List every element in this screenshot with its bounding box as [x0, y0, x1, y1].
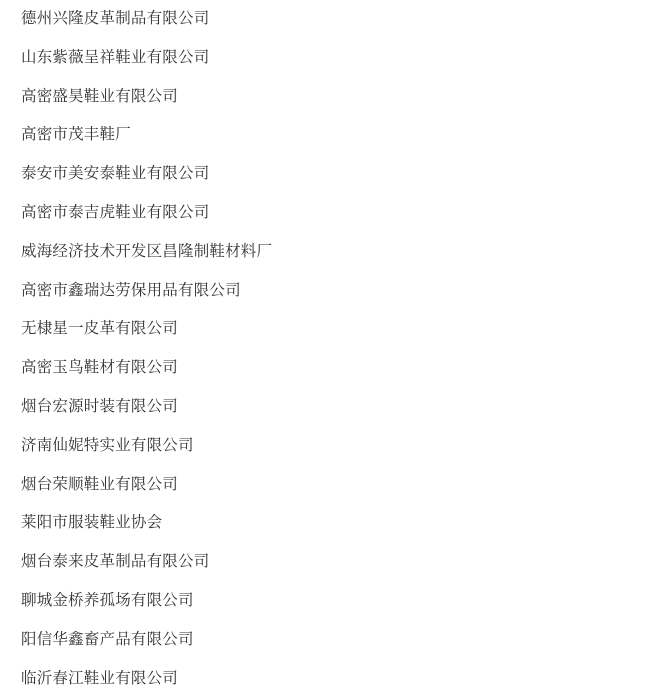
- list-item[interactable]: 高密盛昊鞋业有限公司: [21, 87, 179, 105]
- list-item[interactable]: 无棣星一皮革有限公司: [21, 320, 179, 338]
- list-item[interactable]: 高密市鑫瑞达劳保用品有限公司: [21, 281, 241, 299]
- list-item[interactable]: 阳信华鑫畜产品有限公司: [21, 630, 194, 648]
- list-item[interactable]: 烟台荣顺鞋业有限公司: [21, 475, 179, 493]
- list-item[interactable]: 临沂春江鞋业有限公司: [21, 669, 179, 687]
- list-item[interactable]: 济南仙妮特实业有限公司: [21, 436, 194, 454]
- list-item[interactable]: 泰安市美安泰鞋业有限公司: [21, 165, 210, 183]
- list-item[interactable]: 高密市茂丰鞋厂: [21, 126, 131, 144]
- list-item[interactable]: 烟台泰来皮革制品有限公司: [21, 553, 210, 571]
- list-item[interactable]: 高密玉鸟鞋材有限公司: [21, 359, 179, 377]
- list-item[interactable]: 威海经济技术开发区昌隆制鞋材料厂: [21, 242, 273, 260]
- list-item[interactable]: 聊城金桥养孤场有限公司: [21, 591, 194, 609]
- list-item[interactable]: 高密市泰吉虎鞋业有限公司: [21, 203, 210, 221]
- list-item[interactable]: 山东紫薇呈祥鞋业有限公司: [21, 48, 210, 66]
- list-item[interactable]: 烟台宏源时装有限公司: [21, 397, 179, 415]
- list-item[interactable]: 莱阳市服装鞋业协会: [21, 514, 163, 532]
- list-item[interactable]: 德州兴隆皮革制品有限公司: [21, 10, 210, 27]
